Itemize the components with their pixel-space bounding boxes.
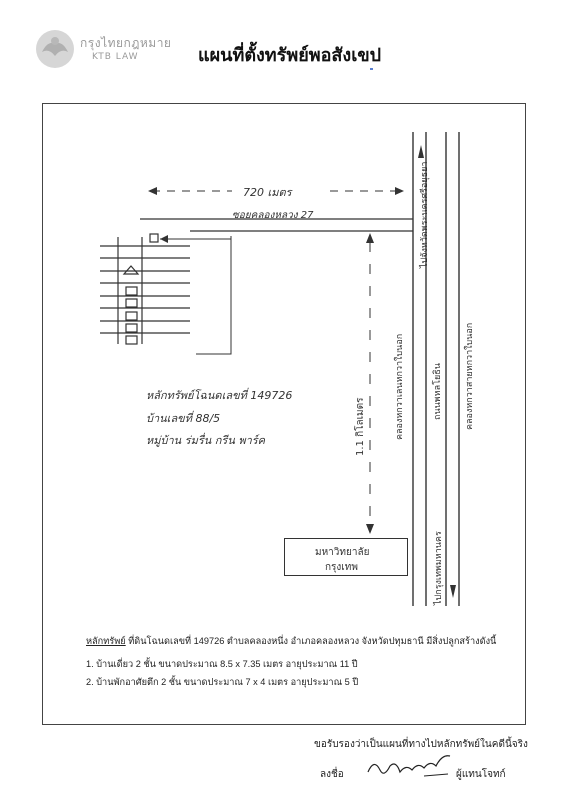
property-pointer-line <box>196 236 231 354</box>
university-name-line2: กรุงเทพ <box>325 562 358 573</box>
sign-label: ลงชื่อ <box>320 769 344 780</box>
building-item-2: 2. บ้านพักอาศัยตึก 2 ชั้น ขนาดประมาณ 7 x 4 เมตร อายุประมาณ 5 ปี <box>86 677 359 687</box>
signer-role: ผู้แทนโจทก์ <box>456 769 506 780</box>
logo-thai-text: กรุงไทยกฎหมาย <box>80 36 172 50</box>
building-item-1: 1. บ้านเดี่ยว 2 ชั้น ขนาดประมาณ 8.5 x 7.35 เมตร อายุประมาณ 11 ปี <box>86 659 358 669</box>
canal-label-left: คลองหกวาเลนหกวาใบนอก <box>395 333 405 440</box>
soi-label: ซอยคลองหลวง 27 <box>232 210 314 221</box>
collateral-label: หลักทรัพย์ <box>86 636 126 646</box>
distance-arrow-left-icon <box>148 187 157 195</box>
vertical-arrow-up-icon <box>366 233 374 243</box>
vertical-distance-label: 1.1 กิโลเมตร <box>355 397 366 456</box>
village-block <box>100 234 190 344</box>
property-house-no-note: บ้านเลขที่ 88/5 <box>146 412 221 425</box>
road-label-main: ถนนพหลโยธิน <box>433 363 443 420</box>
handwritten-signature <box>364 750 454 782</box>
road-arrow-down-icon <box>450 585 456 598</box>
vertical-arrow-down-icon <box>366 524 374 534</box>
entrance-arrow-icon <box>160 235 168 243</box>
property-deed-note: หลักทรัพย์โฉนดเลขที่ 149726 <box>146 389 293 402</box>
certification-text: ขอรับรองว่าเป็นแผนที่ทางไปหลักทรัพย์ในคดีนี้จริง <box>314 739 528 750</box>
distance-arrow-right-icon <box>395 187 404 195</box>
page-title: แผนที่ตั้งทรัพย์พอสังเขป <box>198 45 382 66</box>
collateral-description-heading <box>86 634 496 649</box>
road-label-top: ไปจังหวัดพระนครศรีอยุธยา <box>420 161 430 268</box>
university-box <box>284 538 408 576</box>
collateral-detail: ที่ดินโฉนดเลขที่ 149726 ตำบลคลองหนึ่ง อำเภอคลองหลวง จังหวัดปทุมธานี มีสิ่งปลูกสร้างดังนี้ <box>125 636 497 646</box>
logo-english-text: KTB LAW <box>92 52 139 62</box>
distance-label: 720 เมตร <box>243 186 292 199</box>
road-arrow-up-icon <box>418 145 424 158</box>
canal-label-right: คลองหกวาสายหกวาใบนอก <box>465 322 475 430</box>
university-name-line1: มหาวิทยาลัย <box>315 547 370 558</box>
road-label-bottom: ไปกรุงเทพมหานคร <box>434 531 444 605</box>
property-village-note: หมู่บ้าน ร่มรื่น กรีน พาร์ค <box>146 434 266 447</box>
